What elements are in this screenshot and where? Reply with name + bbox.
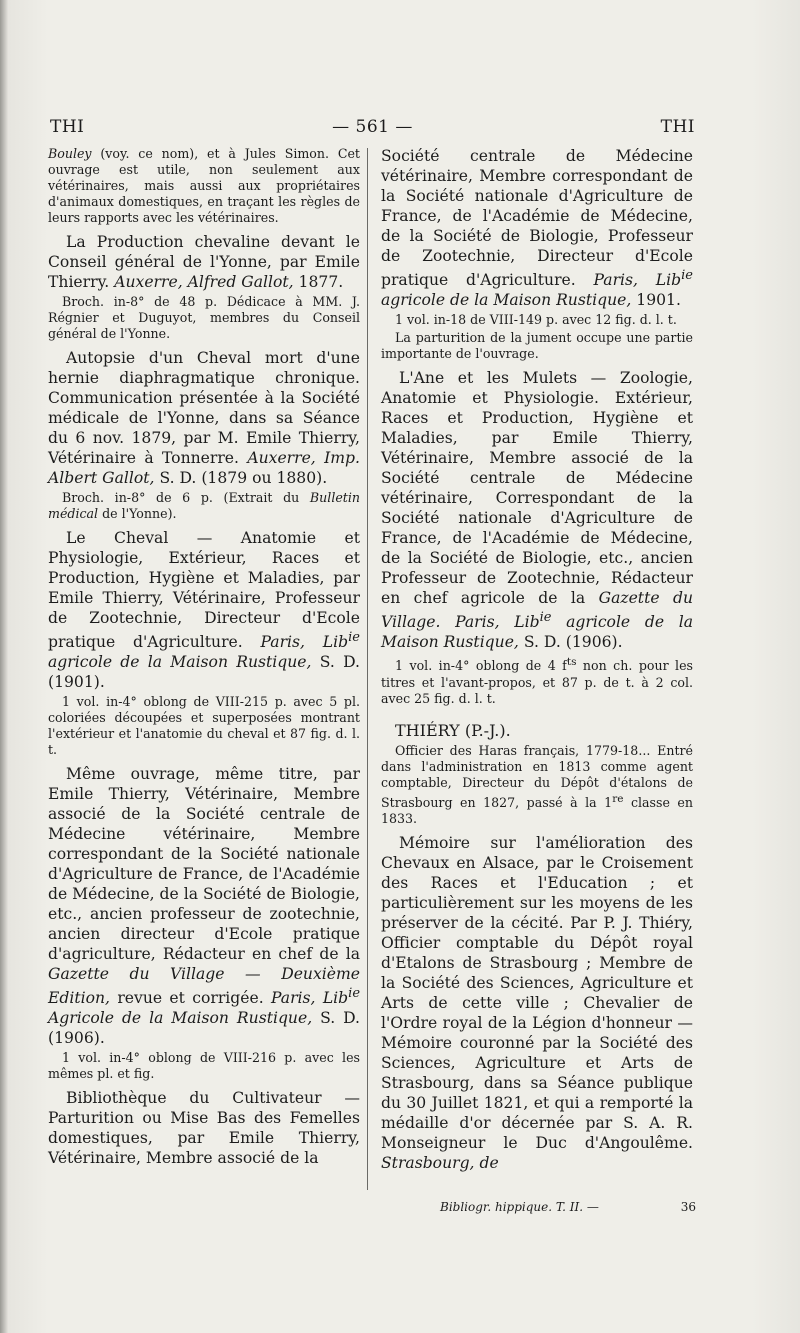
column-divider (367, 148, 368, 1190)
right-entry-0: Société centrale de Médecine vétérinaire, Membre correspondant de la Société nationale d'Agriculture de France, de l'Académie de Médecine, de la Société de Biologie, Professeur de Zootechnie, Directeur d'Ecole pratique d'Agriculture. Paris, Lib$^{ie}$ agricole de la Maison Rustique, 1901. (381, 147, 693, 310)
running-header (50, 117, 695, 139)
left-entry-1: La Production chevaline devant le Conseil général de l'Yonne, par Emile Thierry. Auxerre, Alfred Gallot, 1877. (48, 233, 360, 291)
left-entry-5: Le Cheval — Anatomie et Physiologie, Extérieur, Races et Production, Hygiène et Maladies, par Emile Thierry, Vétérinaire, Professeur de Zootechnie, Directeur d'Ecole pratique d'Agriculture. Paris, Lib$^{ie}$ agricole de la Maison Rustique, S. D. (1901). (48, 529, 360, 692)
left-entry-9: Bibliothèque du Cultivateur — Parturition ou Mise Bas des Femelles domestiques, par Emile Thierry, Vétérinaire, Membre associé de la (48, 1089, 360, 1168)
left-note-6: 1 vol. in-4° oblong de VIII-215 p. avec 5 pl. coloriées découpées et superposées montrant l'extérieur et l'anatomie du cheval et 87 fig. d. l. t. (48, 694, 360, 758)
left-note-0: Bouley (voy. ce nom), et à Jules Simon. Cet ouvrage est utile, non seulement aux vétérinaires, mais aussi aux propriétaires d'animaux domestiques, en traçant les règles de leurs rapports avec les vétérinaires. (48, 146, 360, 225)
right-author-heading-5: THIÉRY (P.-J.). (395, 720, 511, 740)
right-note-1: 1 vol. in-18 de VIII-149 p. avec 12 fig. d. l. t. (395, 312, 677, 328)
header-right: THI (660, 117, 695, 137)
footer-signature (440, 1200, 696, 1214)
left-entry-3: Autopsie d'un Cheval mort d'une hernie diaphragmatique chronique. Communication présentée à la Société médicale de l'Yonne, dans sa Séance du 6 nov. 1879, par M. Emile Thierry, Vétérinaire à Tonnerre. Auxerre, Imp. Albert Gallot, S. D. (1879 ou 1880). (48, 349, 360, 487)
right-entry-7: Mémoire sur l'amélioration des Chevaux en Alsace, par le Croisement des Races et l'Education ; et particulièrement sur les moyens de les préserver de la cécité. Par P. J. Thiéry, Officier comptable du Dépôt royal d'Etalons de Strasbourg ; Membre de la Société des Sciences, Agriculture et Arts de cette ville ; Chevalier de l'Ordre royal de la Légion d'honneur — Mémoire couronné par la Société des Sciences, Agriculture et Arts de Strasbourg, dans sa Séance publique du 30 Juillet 1821, et qui a remporté la médaille d'or décernée par S. A. R. Monseigneur le Duc d'Angoulême. Strasbourg, de (381, 833, 693, 1172)
left-note-4: Broch. in-8° de 6 p. (Extrait du Bulletin médical de l'Yonne). (48, 490, 360, 521)
left-note-2: Broch. in-8° de 48 p. Dédicace à MM. J. Régnier et Duguyot, membres du Conseil général de l'Yonne. (48, 294, 360, 341)
right-column (381, 146, 693, 1173)
left-column (48, 146, 360, 1168)
right-entry-3: L'Ane et les Mulets — Zoologie, Anatomie et Physiologie. Extérieur, Races et Production, Hygiène et Maladies, par Emile Thierry, Vétérinaire, Membre associé de la Société centrale de Médecine vétérinaire, Correspondant de la Société nationale d'Agriculture de France, de l'Académie de Médecine, de la Société de Biologie, etc., ancien Professeur de Zootechnie, Rédacteur en chef agricole de la Gazette du Village. Paris, Lib$^{ie}$ agricole de la Maison Rustique, S. D. (1906). (381, 369, 693, 652)
signature-number: 36 (680, 1200, 696, 1214)
binding-shadow (0, 0, 8, 1333)
right-note-4: 1 vol. in-4° oblong de 4 $f^{ts}$ non ch. pour les titres et l'avant-propos, et 87 p. de t. à 2 col. avec 25 fig. d. l. t. (381, 656, 693, 706)
header-left: THI (50, 117, 85, 137)
right-note-2: La parturition de la jument occupe une partie importante de l'ouvrage. (381, 330, 693, 362)
page-number: — 561 — (332, 117, 413, 137)
left-entry-7: Même ouvrage, même titre, par Emile Thierry, Vétérinaire, Membre associé de la Société centrale de Médecine vétérinaire, Membre correspondant de la Société nationale d'Agriculture de France, de l'Académie de Médecine, de la Société de Biologie, etc., ancien professeur de zootechnie, ancien directeur d'Ecole pratique d'agriculture, Rédacteur en chef de la Gazette du Village — Deuxième Edition, revue et corrigée. Paris, Lib$^{ie}$ Agricole de la Maison Rustique, S. D. (1906). (48, 765, 361, 1048)
right-note-6: Officier des Haras français, 1779-18... Entré dans l'administration en 1813 comme agent comptable, Directeur du Dépôt d'étalons de Strasbourg en 1827, passé à la 1re classe en 1833. (381, 742, 693, 826)
footer-text: Bibliogr. hippique. T. II. — (440, 1200, 599, 1214)
left-note-8: 1 vol. in-4° oblong de VIII-216 p. avec les mêmes pl. et fig. (48, 1050, 360, 1082)
